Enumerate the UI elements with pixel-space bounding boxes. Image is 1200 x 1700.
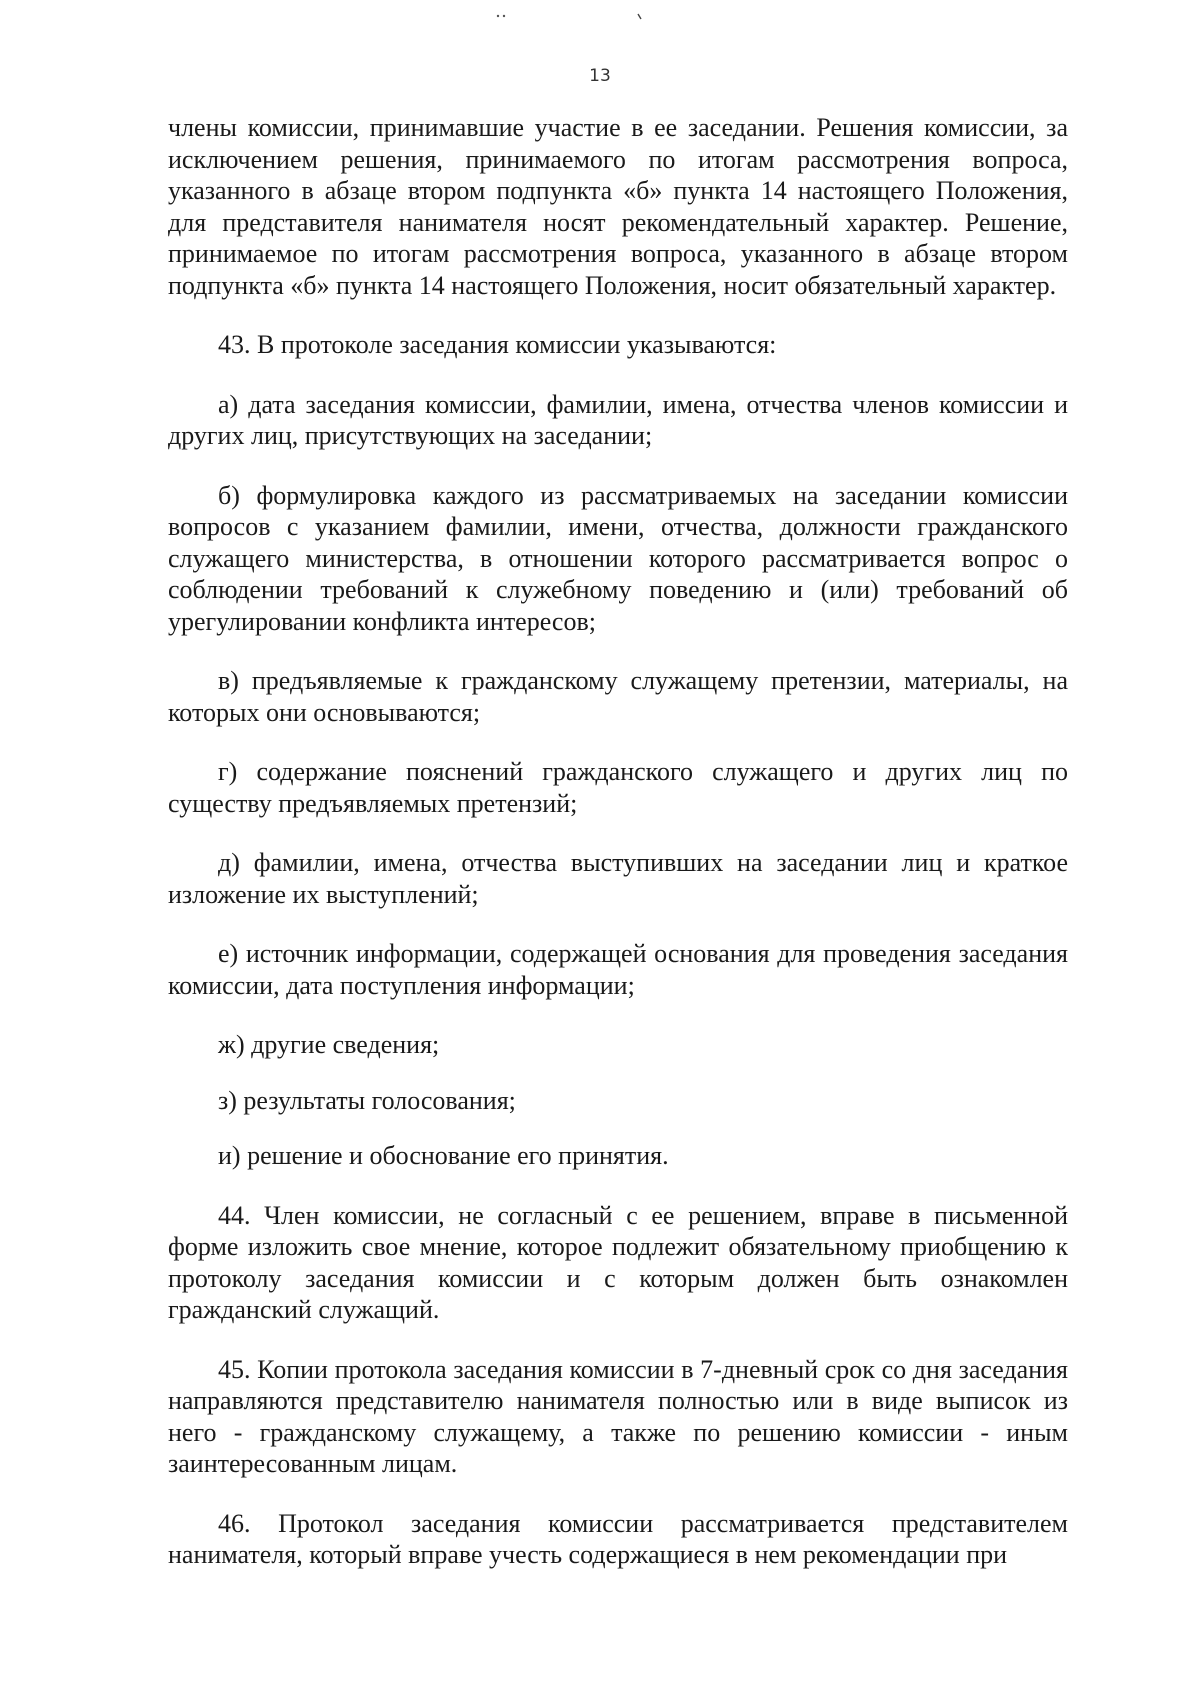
item-a: а) дата заседания комиссии, фамилии, имена, отчества членов комиссии и других лиц, присутствующих на заседании;	[168, 389, 1068, 450]
item-i: и) решение и обоснование его принятия.	[218, 1141, 669, 1170]
paragraph-45: 45. Копии протокола заседания комиссии в 7-дневный срок со дня заседания направляются представителю нанимателя полностью или в виде выписок из него - гражданскому служащему, а также по решению комиссии - иным заинтересованным лицам.	[168, 1354, 1068, 1478]
paragraph-44: 44. Член комиссии, не согласный с ее решением, вправе в письменной форме изложить свое мнение, которое подлежит обязательному приобщению к протоколу заседания комиссии и с которым должен быть ознакомлен гражданский служащий.	[168, 1200, 1068, 1324]
item-b: б) формулировка каждого из рассматриваемых на заседании комиссии вопросов с указанием фамилии, имени, отчества, должности гражданского служащего министерства, в отношении которого рассматривается вопрос о соблюдении требований к служебному поведению и (или) требований об урегулировании конфликта интересов;	[168, 480, 1068, 636]
document-body	[168, 112, 1068, 1599]
item-zh: ж) другие сведения;	[218, 1030, 440, 1059]
paragraph-46: 46. Протокол заседания комиссии рассматривается представителем нанимателя, который вправе учесть содержащиеся в нем рекомендации при	[168, 1508, 1068, 1569]
item-e: е) источник информации, содержащей основания для проведения заседания комиссии, дата поступления информации;	[168, 939, 1068, 1000]
paragraph-continuation: члены комиссии, принимавшие участие в ее заседании. Решения комиссии, за исключением решения, принимаемого по итогам рассмотрения вопроса, указанного в абзаце втором подпункта «б» пункта 14 настоящего Положения, для представителя нанимателя носят рекомендательный характер. Решение, принимаемое по итогам рассмотрения вопроса, указанного в абзаце втором подпункта «б» пункта 14 настоящего Положения, носит обязательный характер.	[168, 113, 1068, 300]
scan-artifact-marks	[490, 8, 690, 22]
item-d: д) фамилии, имена, отчества выступивших на заседании лиц и краткое изложение их выступлений;	[168, 848, 1068, 909]
item-v: в) предъявляемые к гражданскому служащему претензии, материалы, на которых они основываются;	[168, 666, 1068, 727]
item-g: г) содержание пояснений гражданского служащего и других лиц по существу предъявляемых претензий;	[168, 757, 1068, 818]
paragraph-43: 43. В протоколе заседания комиссии указываются:	[218, 330, 777, 359]
item-z: з) результаты голосования;	[218, 1085, 516, 1115]
page-number: 13	[589, 66, 611, 86]
